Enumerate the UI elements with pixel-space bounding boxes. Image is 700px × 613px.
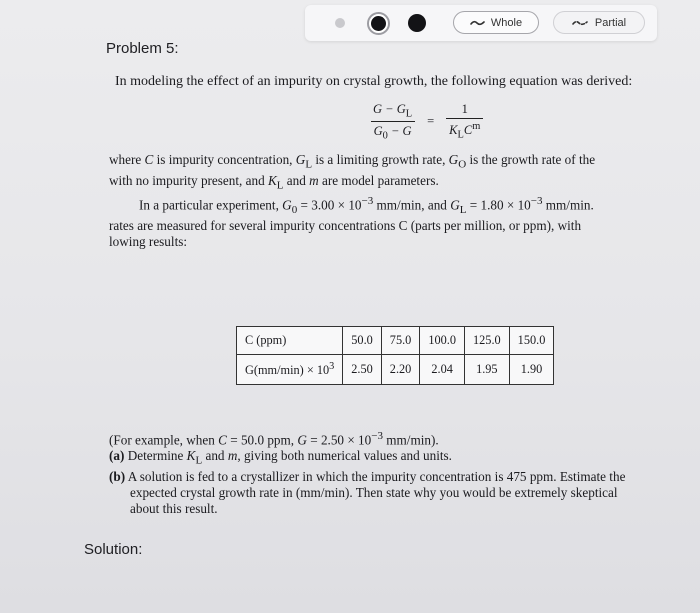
table-cell: 125.0 <box>465 327 510 355</box>
equals-sign: = <box>427 114 435 128</box>
solution-label: Solution: <box>84 541 143 558</box>
table-cell: 2.50 <box>343 355 382 385</box>
question-b-line-3: about this result. <box>130 501 218 517</box>
rhs-fraction: $\frac{1}{K_LC^m}$ <box>446 102 483 141</box>
table-cell: 75.0 <box>381 327 420 355</box>
selected-pen-icon[interactable] <box>367 12 390 35</box>
squiggle-icon <box>470 19 486 27</box>
table-cell: 2.20 <box>381 355 420 385</box>
small-dot-tool-icon[interactable] <box>335 18 345 28</box>
table-cell: 1.95 <box>465 355 510 385</box>
table-row-header: $G(mm/\min) \times 10^3$ <box>237 355 343 385</box>
data-table <box>236 326 554 385</box>
whole-button[interactable] <box>453 11 539 34</box>
partial-label: Partial <box>594 16 627 29</box>
question-b-line-2: expected crystal growth rate in (mm/min). Then state why you would be extremely skeptical <box>130 485 618 501</box>
desc-line-4: rates are measured for several impurity concentrations C (parts per million, or ppm), with <box>109 218 582 234</box>
question-b: (b) A solution is fed to a crystallizer in which the impurity concentration is 475 ppm. Estimate the <box>109 469 626 485</box>
large-dot-tool-icon[interactable] <box>408 14 426 32</box>
whole-label: Whole <box>490 16 523 29</box>
desc-line-2: with no impurity present, and $K_L$ and m are model parameters. <box>109 172 439 192</box>
table-cell: 1.90 <box>509 355 554 385</box>
table-cell: 150.0 <box>509 327 554 355</box>
example-line: (For example, when C = 50.0 ppm, $G = 2.50 \times 10^{-3}$ mm/min). <box>109 430 439 448</box>
problem-title: Problem 5: <box>106 40 179 57</box>
desc-line-5: lowing results: <box>109 234 188 250</box>
problem-intro: In modeling the effect of an impurity on crystal growth, the following equation was derived: <box>115 74 633 89</box>
annotation-toolbar <box>305 5 657 41</box>
table-cell: 2.04 <box>420 355 465 385</box>
table-row <box>237 355 554 385</box>
table-row-header: C (ppm) <box>237 327 343 355</box>
partial-button[interactable] <box>553 11 645 34</box>
dashed-squiggle-icon <box>572 19 590 27</box>
lhs-fraction: $\frac{G - G_L}{G_0 - G}$ <box>370 102 415 141</box>
growth-equation <box>370 102 483 141</box>
table-cell: 50.0 <box>343 327 382 355</box>
problem-description <box>109 152 595 250</box>
table-row <box>237 327 554 355</box>
desc-line-3: In a particular experiment, $G_0 = 3.00 \times 10^{-3}$ mm/min, and $G_L = 1.80 \times 10^{-3}$ mm/min. <box>139 195 594 217</box>
problem-questions <box>109 428 625 517</box>
question-a: (a) Determine $K_L$ and m, giving both numerical values and units. <box>109 448 452 468</box>
desc-line-1: where C is impurity concentration, $G_L$ is a limiting growth rate, $G_O$ is the growth rate of the <box>109 152 596 171</box>
table-cell: 100.0 <box>420 327 465 355</box>
